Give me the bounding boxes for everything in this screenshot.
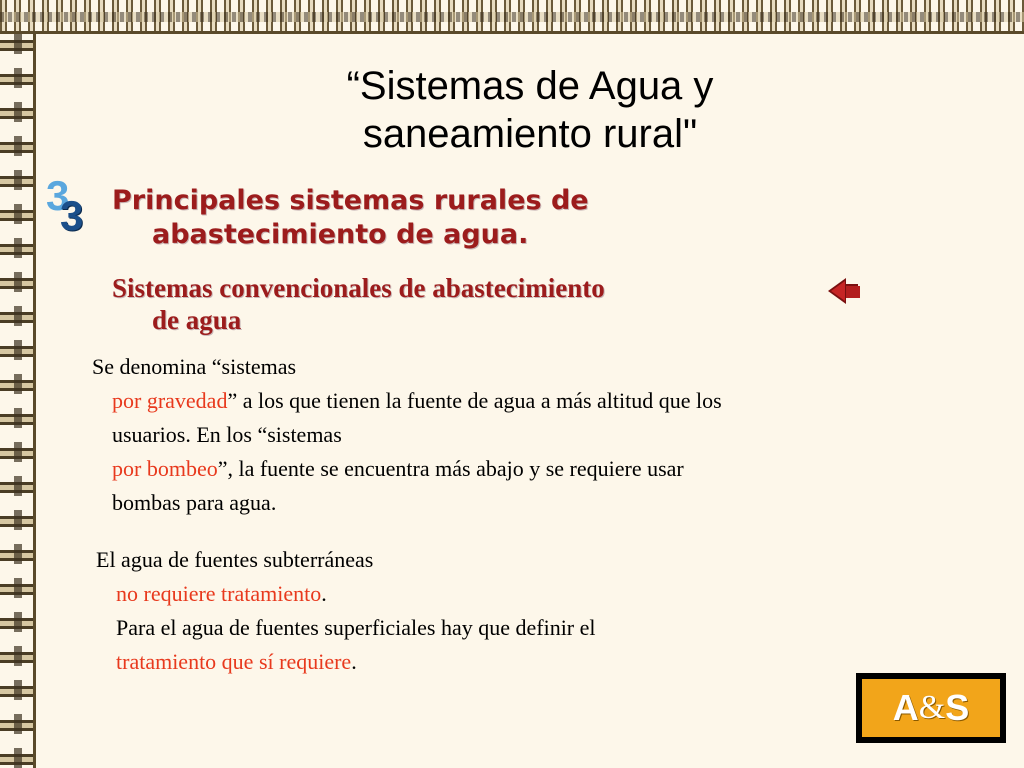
section-heading xyxy=(112,184,732,252)
slide-title xyxy=(200,62,860,158)
title-line-1: “Sistemas de Agua y xyxy=(346,64,714,108)
heading-line-2: abastecimiento de agua. xyxy=(152,219,529,250)
section-subheading xyxy=(112,272,752,336)
p2-line-1: El agua de fuentes subterráneas xyxy=(96,547,374,572)
p2-dot-2: . xyxy=(351,649,357,674)
logo-a: A xyxy=(892,687,919,728)
p1-line-5: bombas para agua. xyxy=(112,490,277,515)
title-line-2: saneamiento rural" xyxy=(362,112,698,156)
paragraph-treatment xyxy=(96,543,926,679)
subheading-line-2: de agua xyxy=(152,305,242,335)
red-term-gravity: por gravedad xyxy=(112,388,228,413)
as-logo xyxy=(856,673,1006,743)
subheading-line-1: Sistemas convencionales de abastecimiento xyxy=(112,273,605,303)
section-number-icon xyxy=(42,172,98,242)
back-arrow-icon[interactable] xyxy=(826,276,862,306)
p2-line-2 xyxy=(96,577,926,611)
number-back: 3 xyxy=(46,172,70,219)
red-term-treatment: tratamiento que sí requiere xyxy=(116,649,352,674)
p1-line-1: Se denomina “sistemas xyxy=(92,354,297,379)
p2-line-4 xyxy=(96,645,926,679)
logo-amp: & xyxy=(918,689,946,726)
p1-line-4 xyxy=(92,452,922,486)
as-logo-inner xyxy=(862,679,1000,737)
paragraph-gravity xyxy=(92,350,922,520)
p1-line-4-rest: ”, la fuente se encuentra más abajo y se requiere usar xyxy=(217,456,684,481)
red-term-no-treatment: no requiere tratamiento xyxy=(116,581,322,606)
left-border-pattern xyxy=(14,34,22,768)
p2-dot-1: . xyxy=(321,581,327,606)
number-front: 3 xyxy=(60,192,84,239)
p1-line-2 xyxy=(92,384,922,418)
top-border-pattern xyxy=(0,12,1024,22)
p2-line-3: Para el agua de fuentes superficiales hay que definir el xyxy=(116,615,596,640)
logo-s: S xyxy=(945,687,970,728)
red-term-pump: por bombeo xyxy=(112,456,218,481)
p1-line-2-rest: ” a los que tienen la fuente de agua a más altitud que los xyxy=(227,388,722,413)
p1-line-3: usuarios. En los “sistemas xyxy=(112,422,342,447)
heading-line-1: Principales sistemas rurales de xyxy=(112,185,589,216)
